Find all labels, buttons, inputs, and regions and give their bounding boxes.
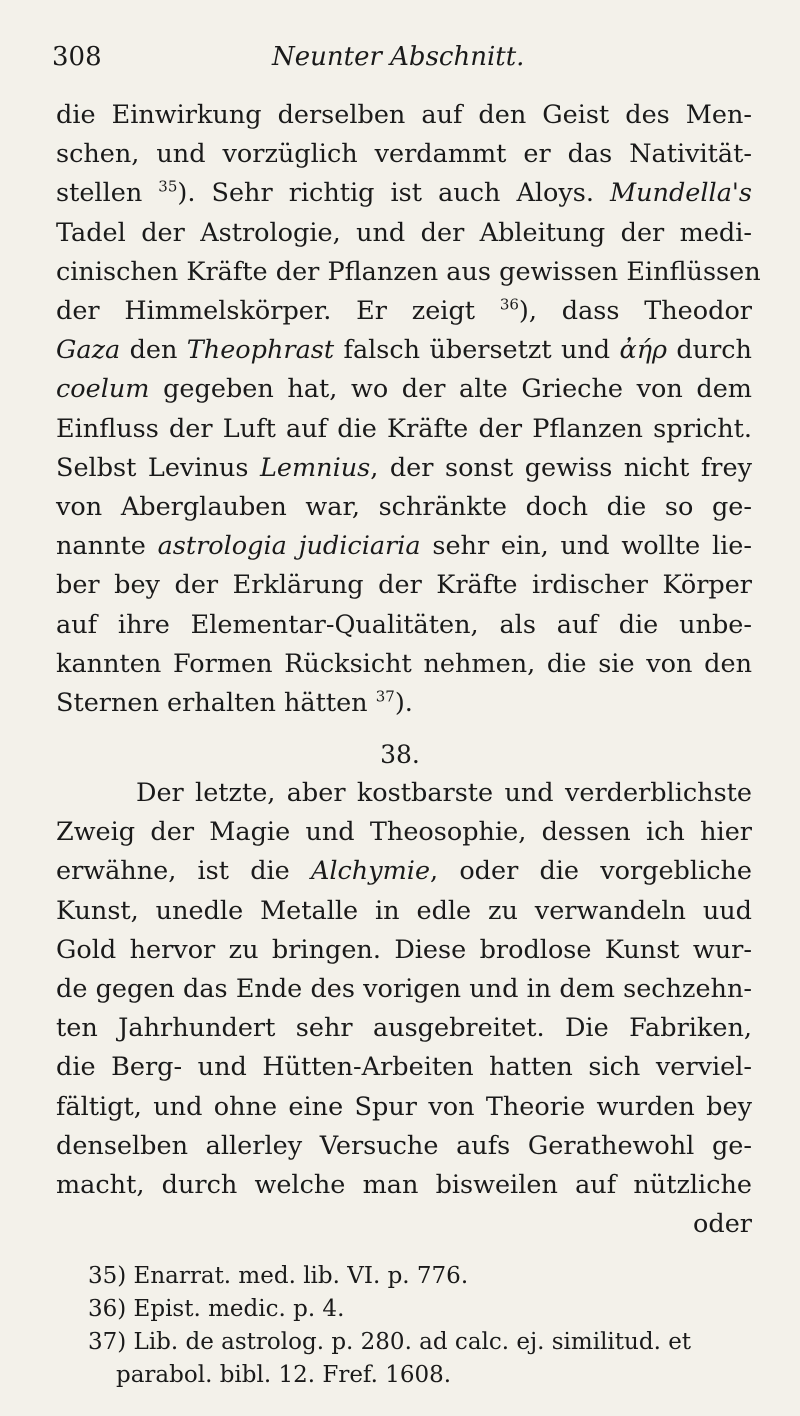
text-line [56, 1088, 752, 1127]
text-segment: den [120, 335, 187, 366]
text-segment: gegeben hat, wo der alte Grieche von dem [149, 374, 752, 405]
text-segment: de gegen das Ende des vorigen und in dem sechzehn- [56, 974, 752, 1005]
text-line [56, 331, 752, 370]
text-line [56, 1205, 752, 1244]
text-line [56, 214, 752, 253]
footnote-marker: 37 [375, 687, 395, 706]
text-segment: auf ihre Elementar-Qualitäten, als auf die unbe- [56, 609, 752, 640]
text-segment: die Berg- und Hütten-Arbeiten hatten sich verviel- [56, 1052, 752, 1083]
text-line [56, 1009, 752, 1048]
section-number: 38. [380, 740, 420, 769]
text-segment: erwähne, ist die [56, 856, 311, 887]
footnote-marker: 35 [158, 177, 178, 196]
text-segment: cinischen Kräfte der Pflanzen aus gewissen Einflüssen [56, 256, 761, 287]
text-line [56, 527, 752, 566]
italic-text: coelum [56, 374, 150, 405]
text-line [56, 449, 752, 488]
footnote: 36) Epist. medic. p. 4. [88, 1296, 345, 1322]
text-segment: schen, und vorzüglich verdammt er das Nativität- [56, 139, 752, 170]
italic-text: Alchymie [310, 856, 431, 887]
text-line [56, 774, 752, 813]
text-segment: , oder die vorgebliche [430, 856, 752, 887]
text-line [56, 174, 752, 213]
text-line [56, 852, 752, 891]
text-segment: ten Jahrhundert sehr ausgebreitet. Die Fabriken, [56, 1013, 752, 1044]
text-segment: oder [693, 1209, 752, 1240]
text-line [56, 970, 752, 1009]
text-segment: ). Sehr richtig ist auch Aloys. [177, 178, 611, 209]
text-segment: Sternen erhalten hätten [56, 688, 376, 719]
text-segment: Der letzte, aber kostbarste und verderblichste [136, 778, 752, 808]
text-line [56, 813, 752, 852]
italic-text: Lemnius [259, 452, 371, 483]
text-segment: Kunst, unedle Metalle in edle zu verwandeln uud [56, 895, 752, 926]
page-header [52, 42, 752, 82]
footnote: 35) Enarrat. med. lib. VI. p. 776. [88, 1263, 469, 1289]
text-segment: der Himmelskörper. Er zeigt [56, 296, 500, 327]
text-line [56, 606, 752, 645]
italic-text: Gaza [56, 335, 121, 366]
text-segment: Gold hervor zu bringen. Diese brodlose Kunst wur- [56, 934, 752, 965]
footnote-marker: 36 [499, 295, 519, 314]
page-number: 308 [52, 42, 102, 72]
text-line [56, 931, 752, 970]
text-segment: denselben allerley Versuche aufs Gerathewohl ge- [56, 1130, 752, 1161]
text-segment: nannte [56, 531, 158, 562]
text-segment: durch [666, 335, 752, 366]
text-segment: fältigt, und ohne eine Spur von Theorie wurden bey [56, 1091, 752, 1122]
text-line [56, 370, 752, 409]
text-segment: ber bey der Erklärung der Kräfte irdischer Körper [56, 570, 752, 601]
text-segment: ), dass Theodor [518, 296, 752, 327]
text-segment: Selbst Levinus [56, 452, 260, 483]
text-segment: Einfluss der Luft auf die Kräfte der Pflanzen spricht. [56, 413, 752, 444]
italic-text: Mundella's [610, 178, 752, 209]
text-line [56, 684, 752, 723]
text-line [56, 135, 752, 174]
footnote-continuation: parabol. bibl. 12. Fref. 1608. [116, 1362, 452, 1388]
text-line [56, 488, 752, 527]
text-segment: falsch übersetzt und [334, 335, 620, 366]
text-line [56, 410, 752, 449]
text-line [56, 292, 752, 331]
text-line [56, 1127, 752, 1166]
italic-text: Theophrast [186, 335, 335, 366]
text-segment: macht, durch welche man bisweilen auf nützliche [56, 1170, 752, 1201]
text-segment: , der sonst gewiss nicht frey [370, 452, 752, 483]
paragraph-2 [56, 774, 752, 1244]
text-line [56, 892, 752, 931]
running-head: Neunter Abschnitt. [272, 42, 525, 72]
text-segment: stellen [56, 178, 159, 209]
text-segment: die Einwirkung derselben auf den Geist des Men- [56, 100, 752, 130]
text-line [56, 96, 752, 135]
italic-text: astrologia judiciaria [157, 531, 421, 562]
text-segment: Tadel der Astrologie, und der Ableitung der medi- [56, 217, 752, 248]
italic-text: ἀήρ [619, 335, 667, 366]
text-segment: sehr ein, und wollte lie- [420, 531, 752, 562]
text-line [56, 253, 761, 292]
text-line [56, 566, 752, 605]
text-line [56, 1048, 752, 1087]
text-line [56, 1166, 752, 1205]
paragraph-1 [56, 96, 761, 723]
footnotes [88, 1260, 756, 1392]
footnote: 37) Lib. de astrolog. p. 280. ad calc. ej. similitud. et [88, 1329, 692, 1355]
text-segment: von Aberglauben war, schränkte doch die so ge- [56, 492, 752, 523]
text-line [56, 645, 752, 684]
text-segment: Zweig der Magie und Theosophie, dessen ich hier [56, 817, 752, 848]
text-segment: kannten Formen Rücksicht nehmen, die sie von den [56, 648, 752, 679]
text-segment: ). [394, 688, 413, 719]
